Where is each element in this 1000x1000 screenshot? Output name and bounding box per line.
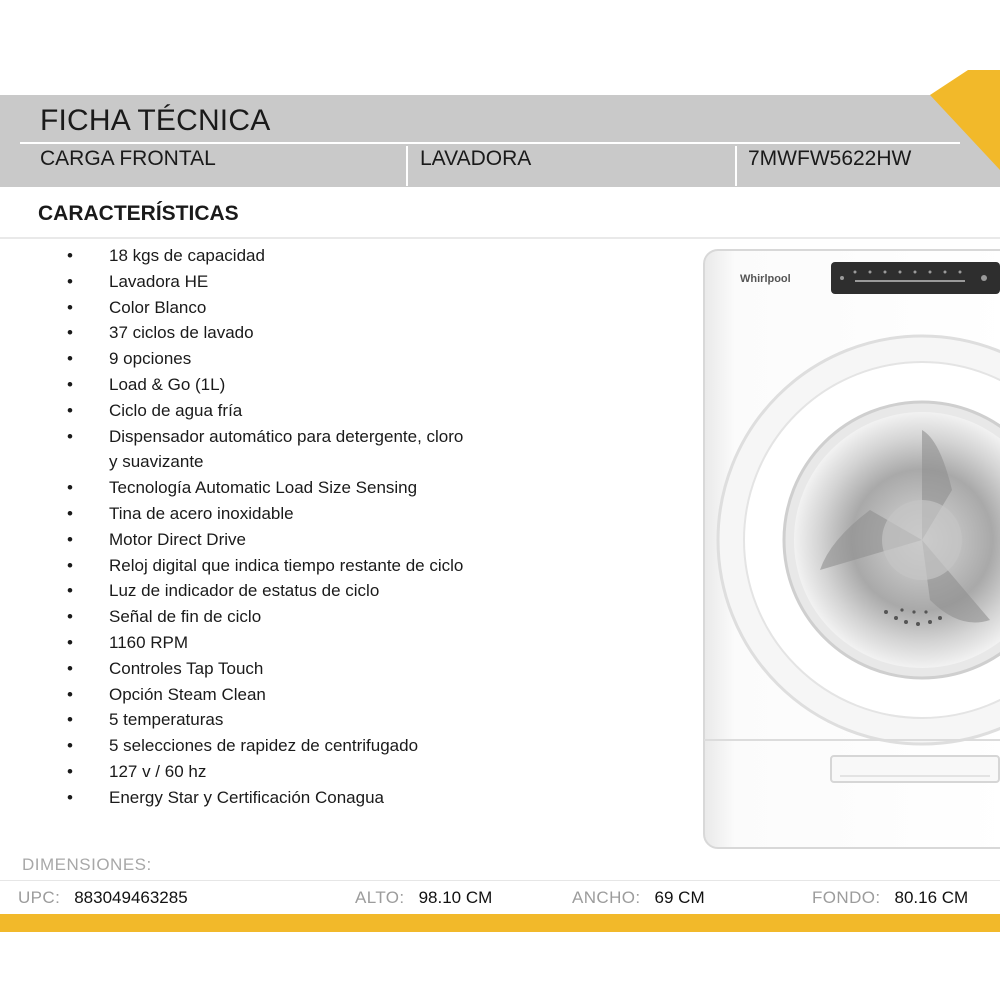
feature-text: Tecnología Automatic Load Size Sensing [109,478,418,498]
feature-item [0,604,479,630]
header-divider [20,142,960,144]
bullet-icon: • [67,761,73,781]
bullet-icon: • [67,400,73,420]
bullet-icon: • [67,426,73,446]
feature-item [0,785,479,811]
bullet-icon: • [67,246,73,265]
feature-item [0,398,479,424]
features-heading: CARACTERÍSTICAS [38,202,239,225]
feature-text: 5 temperaturas [109,710,224,730]
feature-text: 127 v / 60 hz [109,761,207,781]
front-load-washer-image [690,240,1000,860]
feature-item [0,630,479,656]
fondo-field [812,888,968,908]
feature-text: Controles Tap Touch [109,658,264,678]
fondo-label: FONDO: [812,888,881,907]
ancho-field [572,888,705,908]
feature-item [0,269,479,295]
section-divider [0,237,1000,239]
upc-value: 883049463285 [74,888,188,907]
model-number: 7MWFW5622HW [748,147,912,170]
bullet-icon: • [67,787,73,807]
feature-item [0,553,479,579]
feature-text: Reloj digital que indica tiempo restante de ciclo [109,555,464,575]
feature-text: 5 selecciones de rapidez de centrifugado [109,736,419,756]
feature-item [0,424,479,476]
bullet-icon: • [67,710,73,730]
bullet-icon: • [67,323,73,343]
feature-item [0,475,479,501]
feature-item [0,682,479,708]
feature-text: Color Blanco [109,297,207,317]
feature-text: 18 kgs de capacidad [109,246,265,265]
ancho-value: 69 CM [654,888,705,907]
feature-item [0,243,479,269]
feature-text: Opción Steam Clean [109,684,266,704]
bullet-icon: • [67,503,73,523]
feature-text: Energy Star y Certificación Conagua [109,787,384,807]
page-title: FICHA TÉCNICA [40,104,271,137]
bullet-icon: • [67,374,73,394]
bullet-icon: • [67,632,73,652]
alto-label: ALTO: [355,888,405,907]
feature-text: Load & Go (1L) [109,374,226,394]
feature-text: Luz de indicador de estatus de ciclo [109,581,380,601]
feature-item [0,372,479,398]
product-type-label: LAVADORA [420,147,532,170]
feature-text: Ciclo de agua fría [109,400,243,420]
bullet-icon: • [67,658,73,678]
feature-item [0,346,479,372]
alto-field [355,888,492,908]
alto-value: 98.10 CM [418,888,493,907]
header-column-separator [735,146,737,186]
bullet-icon: • [67,581,73,601]
feature-item [0,320,479,346]
upc-field [18,888,188,908]
bullet-icon: • [67,271,73,291]
feature-item [0,527,479,553]
feature-text: Tina de acero inoxidable [109,503,294,523]
bullet-icon: • [67,297,73,317]
feature-text: 1160 RPM [109,632,189,652]
feature-list [0,243,520,811]
ancho-label: ANCHO: [572,888,641,907]
feature-text: Dispensador automático para detergente, cloro y suavizante [109,426,464,472]
upc-label: UPC: [18,888,61,907]
feature-item [0,295,479,321]
feature-item [0,733,479,759]
bullet-icon: • [67,349,73,369]
dimensions-divider [0,880,1000,881]
bullet-icon: • [67,607,73,627]
feature-item [0,707,479,733]
bullet-icon: • [67,478,73,498]
bullet-icon: • [67,529,73,549]
feature-text: Motor Direct Drive [109,529,246,549]
dimensions-label: DIMENSIONES: [22,855,152,874]
fondo-value: 80.16 CM [894,888,969,907]
footer-accent-band [0,914,1000,932]
category-label: CARGA FRONTAL [40,147,216,170]
bullet-icon: • [67,684,73,704]
brand-logo: Whirlpool [740,273,791,285]
feature-text: 37 ciclos de lavado [109,323,254,343]
header-column-separator [406,146,408,186]
feature-item [0,759,479,785]
bullet-icon: • [67,555,73,575]
feature-item [0,501,479,527]
feature-item [0,656,479,682]
feature-item [0,578,479,604]
feature-text: Lavadora HE [109,271,209,291]
feature-text: Señal de fin de ciclo [109,607,262,627]
feature-text: 9 opciones [109,349,192,369]
bullet-icon: • [67,736,73,756]
